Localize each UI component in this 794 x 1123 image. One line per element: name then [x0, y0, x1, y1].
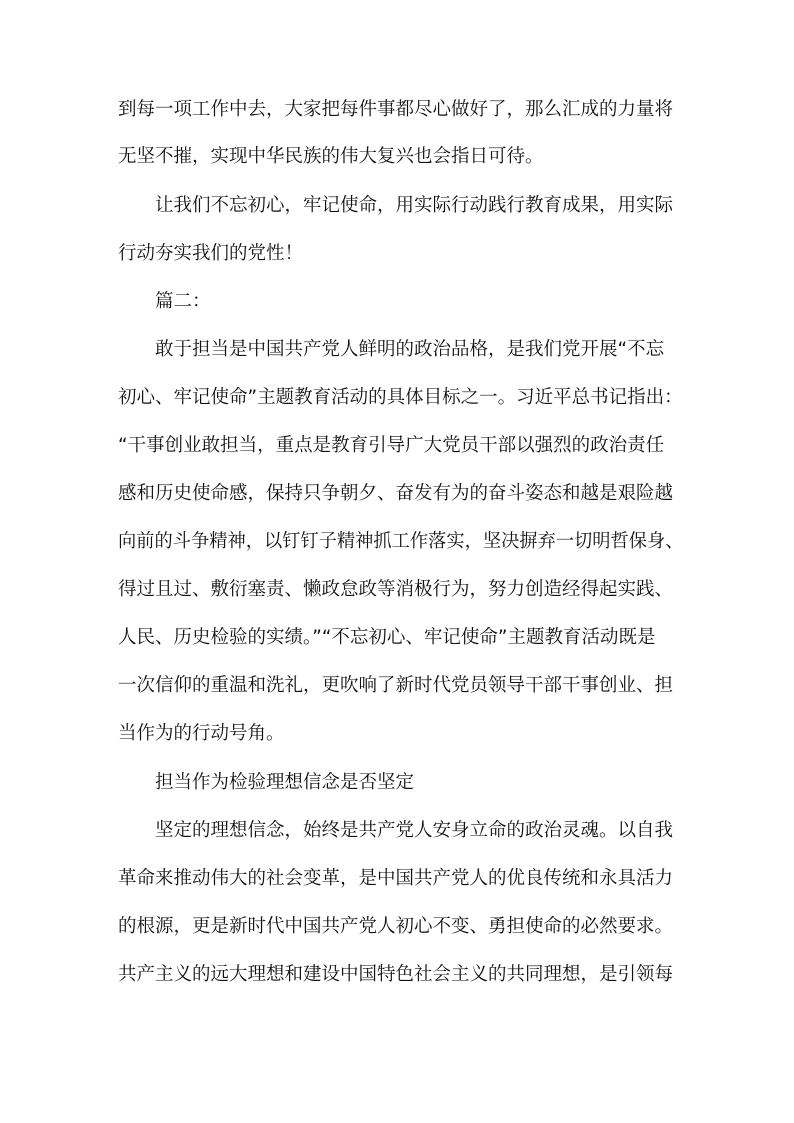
body-line: 坚定的理想信念，始终是共产党人安身立命的政治灵魂。以自我 — [155, 820, 674, 841]
body-line: 共产主义的远大理想和建设中国特色社会主义的共同理想，是引领每 — [118, 964, 674, 985]
section-heading: 篇二： — [155, 291, 211, 312]
body-line: 人民、历史检验的实绩。”“不忘初心、牢记使命”主题教育活动既是 — [118, 627, 656, 648]
body-line: 向前的斗争精神，以钉钉子精神抓工作落实，坚决摒弃一切明哲保身、 — [118, 531, 684, 552]
body-line: 行动夯实我们的党性！ — [118, 243, 304, 264]
body-line: 初心、牢记使命”主题教育活动的具体目标之一。习近平总书记指出： — [118, 387, 683, 408]
body-line: 革命来推动伟大的社会变革，是中国共产党人的优良传统和永具活力 — [118, 868, 674, 889]
body-line: 感和历史使命感，保持只争朝夕、奋发有为的奋斗姿态和越是艰险越 — [118, 483, 674, 504]
body-line: 当作为的行动号角。 — [118, 723, 285, 744]
body-line: 得过且过、敷衍塞责、懒政怠政等消极行为，努力创造经得起实践、 — [118, 579, 674, 600]
body-line: 无坚不摧，实现中华民族的伟大复兴也会指日可待。 — [118, 146, 544, 167]
body-line: 到每一项工作中去，大家把每件事都尽心做好了，那么汇成的力量将 — [118, 99, 674, 120]
body-line: 的根源，更是新时代中国共产党人初心不变、勇担使命的必然要求。 — [118, 916, 674, 937]
subheading: 担当作为检验理想信念是否坚定 — [155, 772, 415, 793]
body-line: “干事创业敢担当，重点是教育引导广大党员干部以强烈的政治责任 — [118, 435, 665, 456]
body-line: 一次信仰的重温和洗礼，更吹响了新时代党员领导干部干事创业、担 — [118, 675, 674, 696]
body-line: 敢于担当是中国共产党人鲜明的政治品格，是我们党开展“不忘 — [155, 339, 665, 360]
body-line: 让我们不忘初心，牢记使命，用实际行动践行教育成果，用实际 — [155, 195, 674, 216]
